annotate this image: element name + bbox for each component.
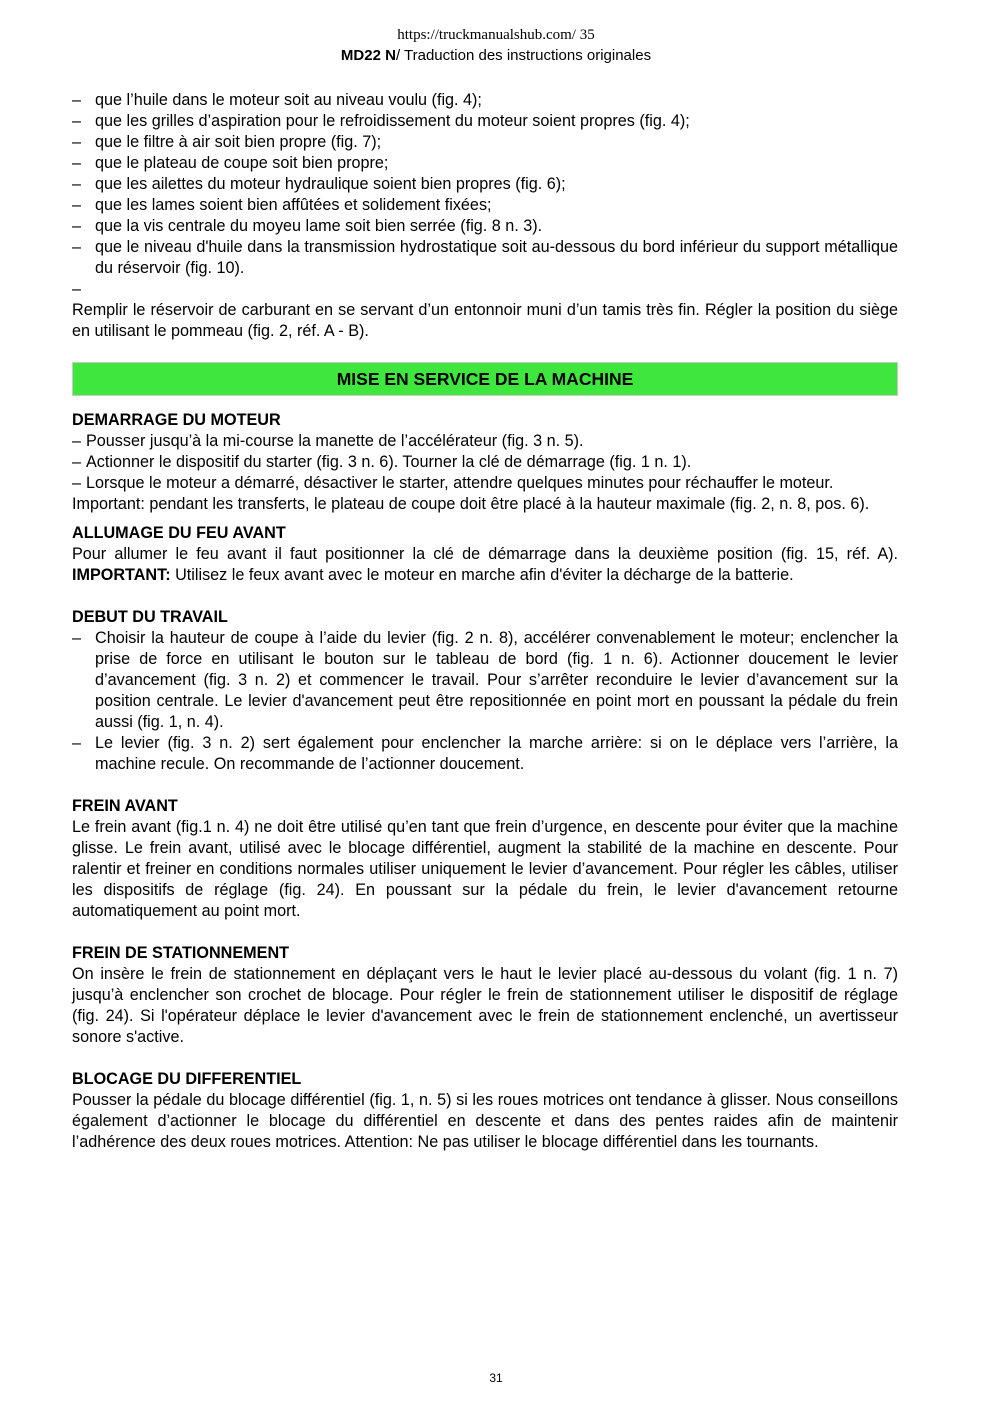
header-url: https://truckmanualshub.com/ 35 [397, 27, 595, 43]
dash-bullet: – [72, 133, 82, 151]
list-item [72, 90, 898, 111]
section-banner: MISE EN SERVICE DE LA MACHINE [72, 362, 898, 396]
allumage-text-after: Utilisez le feux avant avec le moteur en marche afin d'éviter la décharge de la batterie. [170, 566, 794, 584]
list-item-text: Choisir la hauteur de coupe à l’aide du levier (fig. 2 n. 8), accélérer convenablement le moteur; enclencher la prise de force en utilisant le bouton sur le tableau de bord (fig. 1 n. 6). Actionner doucement le levier d’avancement (fig. 3 n. 2) et commencer le travail. Pour s’arrêter reconduire le levier d’avancement sur la position centrale. Le levier d'avancement peut être repositionnée en point mort en poussant la pédale du frein aussi (fig. 1, n. 4). [95, 629, 898, 731]
list-item [72, 237, 898, 279]
empty-list-item [72, 279, 898, 300]
allumage-text-before: Pour allumer le feu avant il faut positionner la clé de démarrage dans la deuxième position (fig. 15, réf. A). [72, 545, 898, 563]
dash-bullet: – [72, 238, 82, 256]
page-header [0, 26, 992, 66]
list-item-text: que le niveau d'huile dans la transmission hydrostatique soit au-dessous du bord inférieur du support métallique du réservoir (fig. 10). [95, 238, 898, 277]
page-content [72, 90, 898, 1153]
header-model: MD22 N [340, 47, 396, 64]
demarrage-list [72, 431, 898, 494]
page-number: 31 [489, 1371, 503, 1385]
list-item [72, 132, 898, 153]
dash-bullet: – [72, 91, 82, 109]
intro-paragraph: Remplir le réservoir de carburant en se servant d’un entonnoir muni d’un tamis très fin. Régler la position du siège en utilisant le pommeau (fig. 2, réf. A - B). [72, 301, 898, 340]
list-item-text: que les lames soient bien affûtées et solidement fixées; [95, 196, 492, 214]
list-item [72, 628, 898, 733]
list-item-text: que la vis centrale du moyeu lame soit bien serrée (fig. 8 n. 3). [95, 217, 543, 235]
dash-bullet: – [72, 432, 82, 450]
section-title-debut: DEBUT DU TRAVAIL [72, 608, 228, 626]
section-title-allumage: ALLUMAGE DU FEU AVANT [72, 524, 286, 542]
frein-stationnement-paragraph: On insère le frein de stationnement en déplaçant vers le haut le levier placé au-dessous du volant (fig. 1 n. 7) jusqu’à enclencher son crochet de blocage. Pour régler le frein de stationnement utiliser le dispositif de réglage (fig. 24). Si l'opérateur déplace le levier d'avancement avec le frein de stationnement enclenché, un avertisseur sonore s'active. [72, 965, 898, 1046]
dash-bullet: – [72, 280, 82, 298]
list-item [72, 195, 898, 216]
list-item-text: que le filtre à air soit bien propre (fig. 7); [95, 133, 382, 151]
list-item-text: que le plateau de coupe soit bien propre; [95, 154, 389, 172]
list-item [72, 473, 898, 494]
section-title-demarrage: DEMARRAGE DU MOTEUR [72, 411, 281, 429]
list-item-text: que les ailettes du moteur hydraulique soient bien propres (fig. 6); [95, 175, 566, 193]
list-item-text: que les grilles d’aspiration pour le refroidissement du moteur soient propres (fig. 4); [95, 112, 690, 130]
allumage-paragraph [72, 544, 898, 586]
dash-bullet: – [72, 175, 82, 193]
list-item [72, 431, 898, 452]
list-item-text: Lorsque le moteur a démarré, désactiver le starter, attendre quelques minutes pour réchauffer le moteur. [86, 474, 834, 492]
list-item [72, 174, 898, 195]
list-item [72, 452, 898, 473]
header-subtitle-text: / Traduction des instructions originales [395, 47, 652, 64]
dash-bullet: – [72, 629, 82, 647]
debut-list [72, 628, 898, 775]
frein-avant-paragraph: Le frein avant (fig.1 n. 4) ne doit être utilisé qu’en tant que frein d’urgence, en descente pour éviter que la machine glisse. Le frein avant, utilisé avec le blocage différentiel, augment la stabilité de la machine en descente. Pour ralentir et freiner en conditions normales utiliser uniquement le levier d’avancement. Pour régler les câbles, utiliser les dispositifs de réglage (fig. 24). En poussant sur la pédale du frein, le levier d'avancement retourne automatiquement au point mort. [72, 818, 898, 920]
dash-bullet: – [72, 474, 82, 492]
list-item [72, 153, 898, 174]
dash-bullet: – [72, 196, 82, 214]
list-item-text: Pousser jusqu’à la mi-course la manette de l’accélérateur (fig. 3 n. 5). [86, 432, 584, 450]
list-item-text: Le levier (fig. 3 n. 2) sert également pour enclencher la marche arrière: si on le déplace vers l’arrière, la machine recule. On recommande de l’actionner doucement. [95, 734, 898, 773]
dash-bullet: – [72, 734, 82, 752]
dash-bullet: – [72, 217, 82, 235]
section-title-blocage: BLOCAGE DU DIFFERENTIEL [72, 1070, 302, 1088]
dash-bullet: – [72, 112, 82, 130]
list-item [72, 216, 898, 237]
demarrage-note: Important: pendant les transferts, le plateau de coupe doit être placé à la hauteur maximale (fig. 2, n. 8, pos. 6). [72, 495, 870, 513]
list-item-text: que l’huile dans le moteur soit au niveau voulu (fig. 4); [95, 91, 482, 109]
blocage-paragraph: Pousser la pédale du blocage différentiel (fig. 1, n. 5) si les roues motrices ont tendance à glisser. Nous conseillons également d’actionner le blocage du différentiel en descente et dans des pentes raides afin de maintenir l’adhérence des deux roues motrices. Attention: Ne pas utiliser le blocage différentiel dans les tournants. [72, 1091, 898, 1151]
section-title-frein-stationnement: FREIN DE STATIONNEMENT [72, 944, 290, 962]
list-item [72, 111, 898, 132]
header-subtitle [0, 45, 992, 66]
list-item [72, 733, 898, 775]
checklist [72, 90, 898, 300]
list-item-text: Actionner le dispositif du starter (fig. 3 n. 6). Tourner la clé de démarrage (fig. 1 n. 1). [86, 453, 692, 471]
section-title-frein-avant: FREIN AVANT [72, 797, 178, 815]
dash-bullet: – [72, 453, 82, 471]
dash-bullet: – [72, 154, 82, 172]
allumage-important: IMPORTANT: [72, 566, 171, 584]
